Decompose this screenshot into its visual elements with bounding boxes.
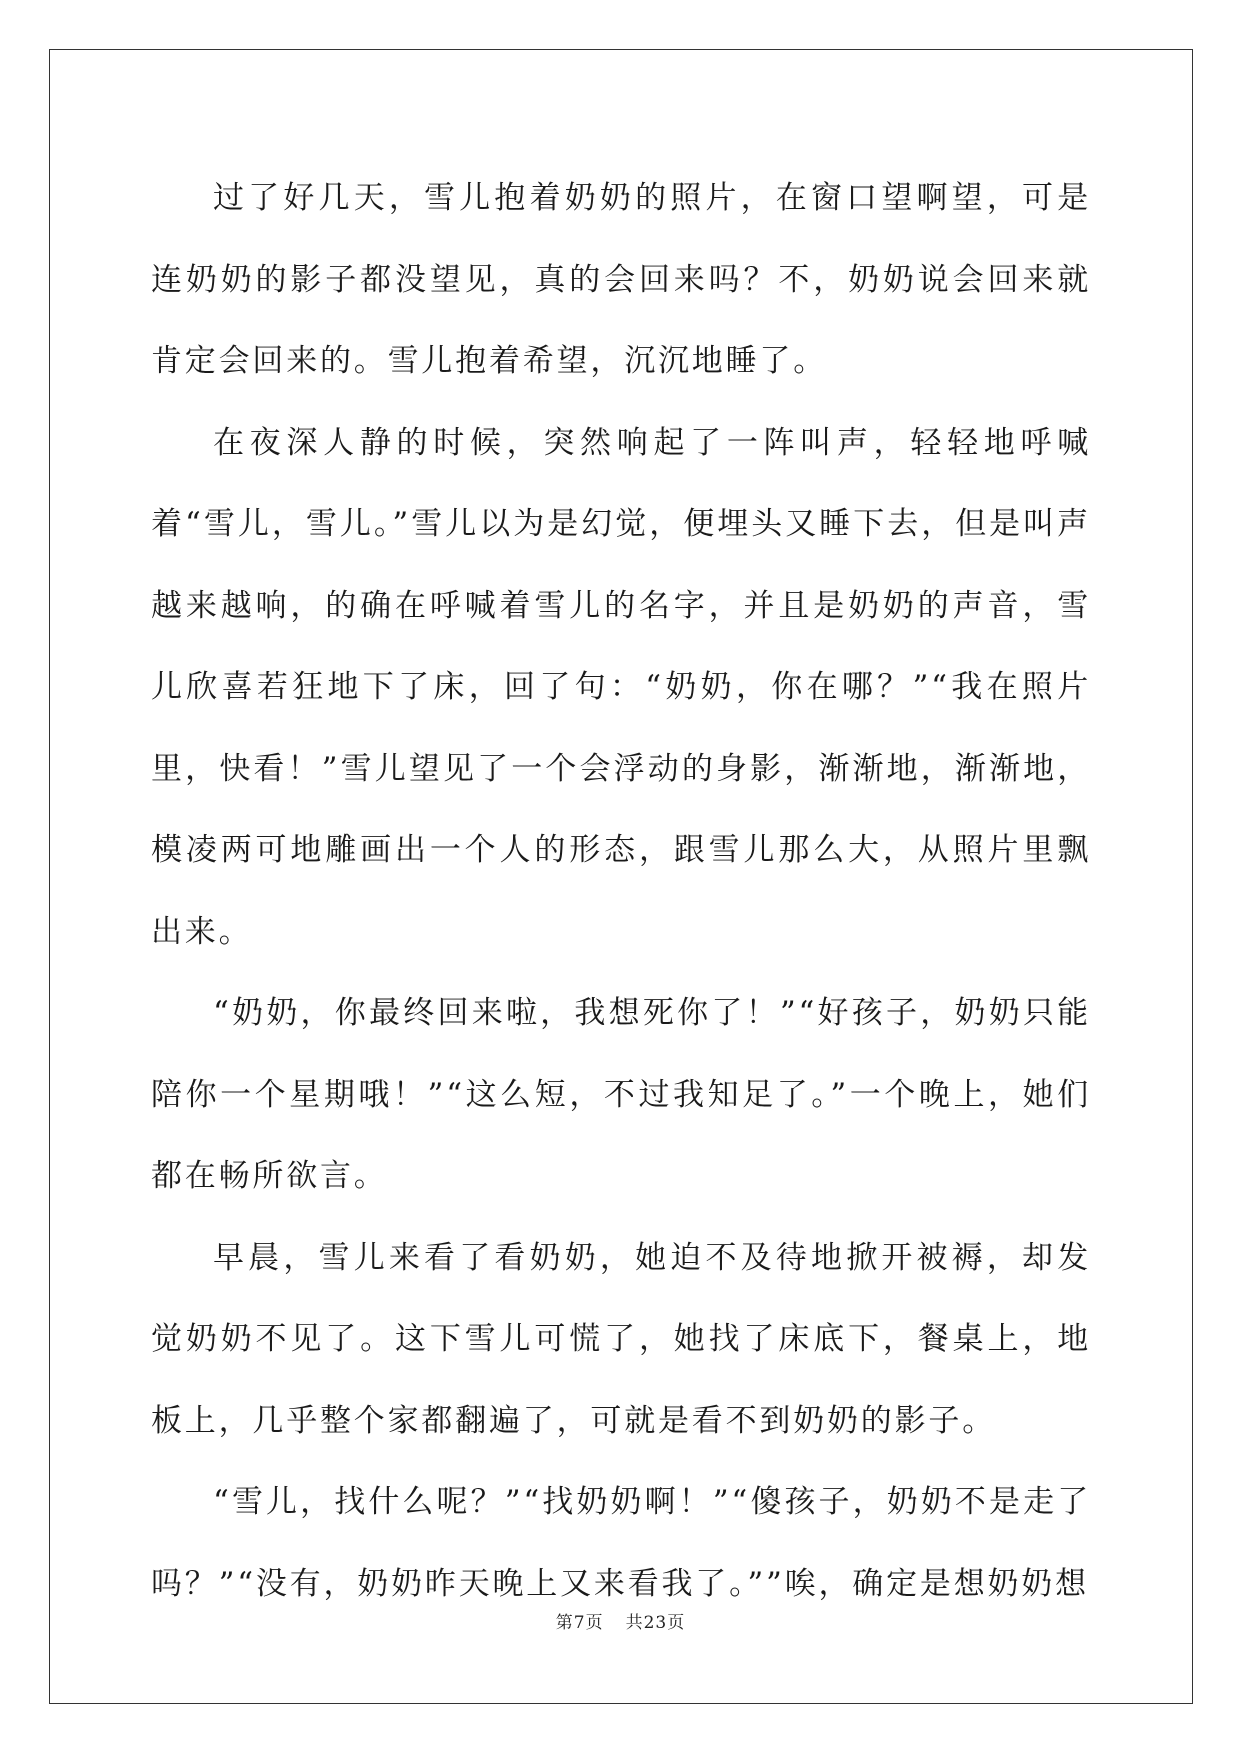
page-number-current: 第7页 [555,1613,604,1633]
document-body [151,158,1091,1625]
paragraph: “雪儿，找什么呢？”“找奶奶啊！”“傻孩子，奶奶不是走了吗？”“没有，奶奶昨天晚上又来看我了。””唉，确定是想奶奶想 [151,1484,1091,1602]
paragraph: 过了好几天，雪儿抱着奶奶的照片，在窗口望啊望，可是连奶奶的影子都没望见，真的会回来吗？不，奶奶说会回来就肯定会回来的。雪儿抱着希望，沉沉地睡了。 [151,180,1091,379]
page-number-total: 共23页 [625,1613,686,1633]
page-footer [0,1608,1241,1633]
paragraph: 在夜深人静的时候，突然响起了一阵叫声，轻轻地呼喊着“雪儿，雪儿。”雪儿以为是幻觉，便埋头又睡下去，但是叫声越来越响，的确在呼喊着雪儿的名字，并且是奶奶的声音，雪儿欣喜若狂地下了床，回了句：“奶奶，你在哪？”“我在照片里，快看！”雪儿望见了一个会浮动的身影，渐渐地，渐渐地，模凌两可地雕画出一个人的形态，跟雪儿那么大，从照片里飘出来。 [151,424,1091,950]
paragraph: 早晨，雪儿来看了看奶奶，她迫不及待地掀开被褥，却发觉奶奶不见了。这下雪儿可慌了，她找了床底下，餐桌上，地板上，几乎整个家都翻遍了，可就是看不到奶奶的影子。 [151,1239,1091,1439]
paragraph: “奶奶，你最终回来啦，我想死你了！”“好孩子，奶奶只能陪你一个星期哦！”“这么短，不过我知足了。”一个晚上，她们都在畅所欲言。 [151,995,1091,1194]
